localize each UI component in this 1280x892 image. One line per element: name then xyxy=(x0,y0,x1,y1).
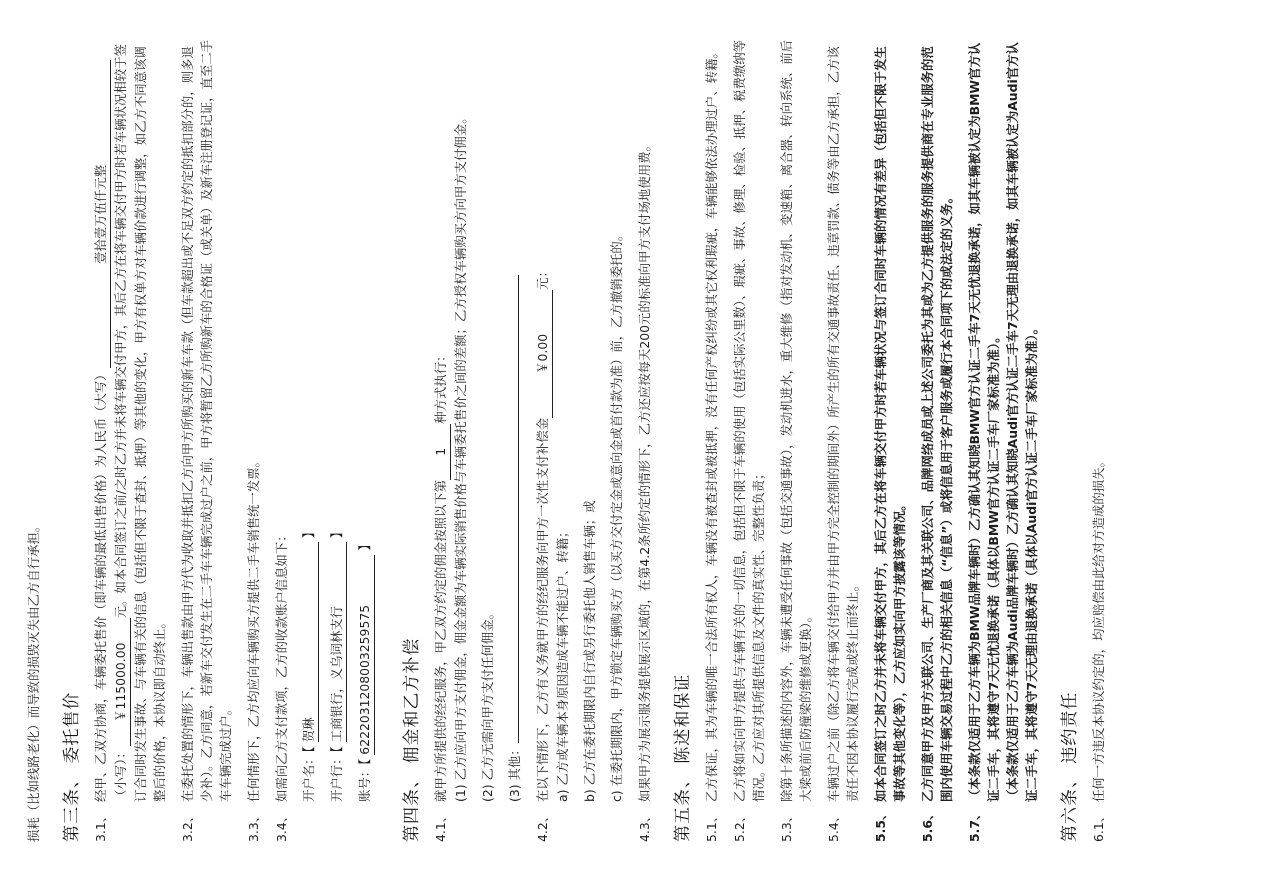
clause-number: 4.3、 xyxy=(637,809,652,842)
clause-text: 任何情形下，乙方均应向车辆购买方提供二手车销售统一发票。 xyxy=(246,455,261,802)
clause-5-3 xyxy=(777,36,815,842)
commission-choice-field: 1 xyxy=(431,424,451,480)
clause-lead xyxy=(533,36,553,802)
clause-5-7 xyxy=(965,36,1041,842)
clause-number: 5.7、 xyxy=(967,807,982,842)
clause-number: 3.2、 xyxy=(180,809,195,842)
clause-number: 5.2、 xyxy=(732,809,747,842)
clause-number: 3.1、 xyxy=(93,809,108,842)
clause-text: 如需向乙方支付款项，乙方的收款账户信息如下： xyxy=(274,529,289,802)
clause-body xyxy=(533,36,626,802)
section-3-title: 第三条、 委托售价 xyxy=(62,691,82,842)
clause-text: （小写）： xyxy=(113,746,128,802)
clause-5-5 xyxy=(871,36,909,842)
compensation-case-a: a) 乙方或车辆本身原因造成车辆不能过户、转籍； xyxy=(555,525,570,802)
clause-text: 经甲、乙双方协商，车辆委托售价（即车辆的最低出售价格）为人民币（大写） xyxy=(93,368,108,802)
carryover-line: 损耗（比如线路老化）而导致的损毁灭失由乙方自行承担。 xyxy=(26,519,41,842)
clause-text: 在以下情形下，乙方有义务就甲方的经纪服务向甲方一次性支付补偿金 xyxy=(535,417,550,802)
bmw-certified-clause: （本条款仅适用于乙方车辆为BMW品牌车辆时）乙方确认其知晓BMW官方认证二手车7天无忧退换承诺，如其车辆被认定为BMW官方认证二手车，其将遵守7天无忧退换承诺（具体以BMW官方认证二手车厂家标准为准）。 xyxy=(967,42,1001,802)
account-number-label: 账号： xyxy=(357,764,372,802)
clause-body xyxy=(272,36,383,802)
bank-field: 工商银行，义乌词林支行 xyxy=(327,542,347,742)
section-6-title: 第六条、 违约责任 xyxy=(1060,691,1080,842)
clause-3-1 xyxy=(91,36,169,842)
clause-text: 如本合同签订之时乙方并未将车辆交付甲方，其后乙方在将车辆交付甲方时若车辆状况与签订合同时车辆的情况有差异（包括但不限于发生事故等其他变化等），乙方应如实向甲方披露该等情况。 xyxy=(873,46,907,802)
account-name-field: 贺琳 xyxy=(299,542,319,742)
clause-text: 除第十条所描述的内容外，车辆未遭受任何事故（包括交通事故），发动机进水，重大维修（指对发动机、变速箱、离合器、转向系统、前后大梁或前后防撞梁的维修或更换）。 xyxy=(779,39,813,802)
clause-body xyxy=(965,36,1041,802)
account-name-label: 开户名： xyxy=(301,752,316,802)
clause-text: 元。如本合同签订之前/之时乙方并未将车辆交付甲方，其后乙方在将车辆交付甲方时若车辆状况相较于签订合同时发生事故、与车辆有关的信息（包括但不限于查封、抵押）等其他的变化，甲方有权单方对车辆价款进行调整，如乙方不同意该调整后的价格，本协议即自动终止。 xyxy=(113,44,167,802)
account-number-row: 账号：【 6222031208003259575 】 xyxy=(355,36,375,802)
price-upper-field: 壹拾壹万伍仟元整 xyxy=(91,60,111,368)
commission-option-3: (3) 其他： xyxy=(507,743,522,802)
compensation-case-c: c) 在委托期限内，甲方锁定车辆购买方（以买方交付定金或意向金或首付款为准）前，乙方撤销委托的。 xyxy=(609,228,624,802)
clause-number: 5.5、 xyxy=(873,807,888,842)
bank-label: 开户行： xyxy=(329,752,344,802)
clause-number: 3.3、 xyxy=(246,809,261,842)
clause-3-4 xyxy=(272,36,383,842)
clause-number: 5.3、 xyxy=(779,809,794,842)
clause-6-1 xyxy=(1089,36,1108,842)
clause-4-2 xyxy=(533,36,626,842)
clause-lead xyxy=(431,36,451,802)
compensation-case-b: b) 乙方在委托期限内自行或另行委托他人销售车辆；或 xyxy=(582,500,597,802)
clause-text: 种方式执行： xyxy=(433,349,448,424)
clause-5-2 xyxy=(730,36,768,842)
commission-option-3-row xyxy=(505,36,524,802)
account-number-field: 6222031208003259575 xyxy=(355,555,375,755)
price-lower-field: ￥115000.00 xyxy=(111,618,131,746)
commission-other-field xyxy=(518,275,519,743)
clause-number: 5.1、 xyxy=(704,809,719,842)
compensation-amount-field: ￥0.00 xyxy=(533,290,553,418)
bank-row: 开户行：【 工商银行，义乌词林支行 】 xyxy=(327,36,347,802)
clause-5-6 xyxy=(918,36,956,842)
clause-number: 4.2、 xyxy=(535,809,550,842)
clause-text: 元： xyxy=(535,265,550,290)
clause-3-2 xyxy=(178,36,235,842)
clause-4-1 xyxy=(431,36,524,842)
clause-3-3 xyxy=(244,36,263,842)
clause-text: 任何一方违反本协议约定的，均应赔偿由此给对方造成的损失。 xyxy=(1091,455,1106,802)
clause-text: 乙方同意甲方及甲方关联公司、生产厂商及其关联公司、品牌网络成员或上述公司委托为其或为乙方提供服务的服务提供商在专业服务的范围内使用车辆交易过程中乙方的相关信息（“信息”）或将信息用于客户服务或履行本合同项下的或法定的义务。 xyxy=(920,46,954,802)
clause-4-3 xyxy=(635,36,654,842)
section-4-title: 第四条、 佣金和乙方补偿 xyxy=(402,637,422,842)
clause-number: 4.1、 xyxy=(433,809,448,842)
commission-option-1: (1) 乙方应向甲方支付佣金，佣金金额为车辆实际销售价格与车辆委托售价之间的差额；乙方授权车辆购买方向甲方支付佣金。 xyxy=(453,111,468,802)
clause-number: 6.1、 xyxy=(1091,809,1106,842)
clause-number: 3.4、 xyxy=(274,809,289,842)
clause-5-4 xyxy=(824,36,862,842)
clause-5-1 xyxy=(702,36,721,842)
clause-text: 在委托处置的情形下，车辆出售款由甲方代为收取并抵扣乙方向甲方所购买的新车车款（但车款超出或不足双方约定的抵扣部分的，则多退少补）。乙方同意，若新车交付发生在二手车车辆完成过户之前，甲方将暂留乙方所购新车的合格证（或关单）及新车注册登记证，直至二手车车辆完成过户。 xyxy=(180,39,233,802)
account-name-row: 开户名：【 贺琳 】 xyxy=(299,36,319,802)
clause-text: 就甲方所提供的经纪服务，甲乙双方约定的佣金按照以下第 xyxy=(433,479,448,802)
clause-body xyxy=(91,36,169,802)
clause-body xyxy=(431,36,524,802)
clause-text: 车辆过户之前（除乙方将车辆交付给甲方并由甲方完全控制的期间外）所产生的所有交通事故责任、违章罚款、债务等由乙方承担，乙方该责任不因本协议履行完成或终止而终止。 xyxy=(826,46,860,802)
clause-text: 乙方将如实向甲方提供与车辆有关的一切信息，包括但不限于车辆的使用（包括实际公里数）、瑕疵、事故、修理、检验、抵押、税费缴纳等情况。乙方应对其所提供信息及文件的真实性、完整性负责； xyxy=(732,39,766,802)
commission-option-2: (2) 乙方无需向甲方支付任何佣金。 xyxy=(480,607,495,802)
audi-certified-clause: （本条款仅适用于乙方车辆为Audi品牌车辆时）乙方确认其知晓Audi官方认证二手车7天无理由退换承诺，如其车辆被认定为Audi官方认证二手车，其将遵守7天无理由退换承诺（具体以Audi官方认证二手车厂家标准为准）。 xyxy=(1005,42,1039,802)
clause-text: 乙方保证，其为车辆的唯一合法所有权人，车辆没有被查封或被抵押，没有任何产权纠纷或其它权利瑕疵，车辆能够依法办理过户、转籍。 xyxy=(704,46,719,802)
clause-number: 5.6、 xyxy=(920,807,935,842)
clause-number: 5.4、 xyxy=(826,809,841,842)
section-5-title: 第五条、 陈述和保证 xyxy=(673,673,693,842)
clause-text: 如果甲方为展示服务提供展示区域的，在第4.2条所约定的情形下，乙方还应按每天200元的标准向甲方支付场地使用费。 xyxy=(637,139,652,802)
